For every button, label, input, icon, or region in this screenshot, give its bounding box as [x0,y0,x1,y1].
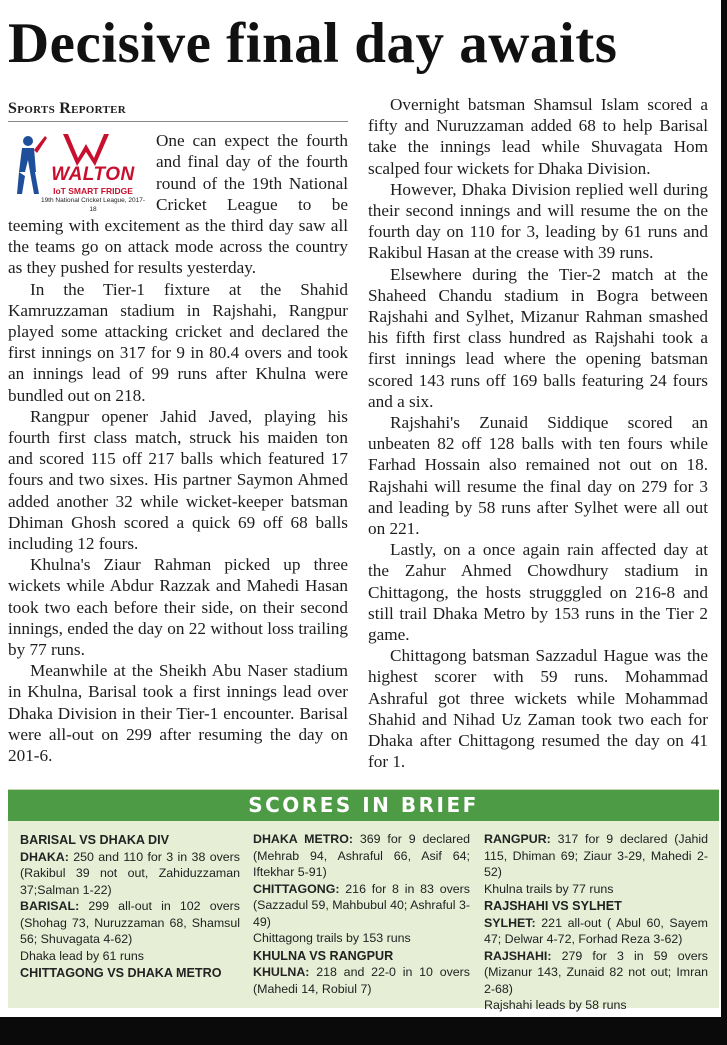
bottom-border [0,1017,727,1045]
team-name: SYLHET: [484,915,536,930]
scores-column-2 [253,831,470,997]
paragraph: However, Dhaka Division replied well during their second innings and will resume the on the fourth day on 110 for 3, leading by 61 runs and Rakibul Hasan at the crease with 39 runs. [368,179,708,263]
paragraph: Lastly, on a once again rain affected day at the Zahur Ahmed Chowdhury stadium in Chittagong, the hosts strugggled on 216-8 and still trail Dhaka Metro by 153 runs in the Tier 2 game. [368,540,708,645]
walton-sponsor-logo [8,130,146,214]
score-detail: 218 and 22-0 in 10 overs (Mahedi 14, Robiul 7) [253,965,470,996]
article-column-left [8,94,348,766]
score-detail: 369 for 9 declared (Mehrab 94, Ashraful 66, Asif 64; Iftekhar 5-91) [253,832,471,879]
logo-league: 19th National Cricket League, 2017-18 [40,197,146,214]
paragraph: Meanwhile at the Sheikh Abu Naser stadium in Khulna, Barisal took a first innings lead over Dhaka Division in their Tier-1 encounter. Barisal were all-out on 299 after resuming the day on 201-6. [8,661,348,766]
logo-brand: WALTON [51,164,135,186]
match-heading: CHITTAGONG VS DHAKA METRO [20,966,222,980]
paragraph: Overnight batsman Shamsul Islam scored a fifty and Nuruzzaman added 68 to help Barisal take the innings lead while Shuvagata Hom scalped four wickets for Dhaka Division. [368,95,708,178]
team-name: RANGPUR: [484,832,551,846]
score-detail: 279 for 3 in 59 overs (Mizanur 143, Zunaid 82 not out; Imran 2-68) [484,948,708,996]
score-entry [484,831,708,881]
byline: Sports Reporter [8,94,348,122]
paragraph: Elsewhere during the Tier-2 match at the Shaheed Chandu stadium in Bogra between Rajshahi and Sylhet, Mizanur Rahman smashed his fifth first class hundred as Rajshahi took a first innings lead where the opening batsman scored 143 runs off 169 balls featuring 24 fours and a six. [368,264,708,411]
scores-in-brief-box [8,789,719,1012]
match-result: Rajshahi leads by 58 runs [484,998,627,1012]
team-name: RAJSHAHI: [484,948,552,963]
right-border [721,0,727,1045]
paragraph: Khulna's Ziaur Rahman picked up three wickets while Abdur Razzak and Mahedi Hasan took two each before their side, on their second innings, ended the day on 22 without loss trailing by 77 runs. [8,555,348,660]
score-detail: 317 for 9 declared (Jahid 115, Dhiman 69; Ziaur 3-29, Mahedi 2-52) [484,832,708,879]
match-result: Chittagong trails by 153 runs [253,931,411,945]
score-entry [253,831,470,881]
score-entry [20,849,240,899]
paragraph: In the Tier-1 fixture at the Shahid Kamruzzaman stadium in Rajshahi, Rangpur played some attacking cricket and declared the first innings on 317 for 9 in 80.4 overs and took an innings lead of 99 runs after Khulna were bundled out on 218. [8,279,348,405]
score-entry [253,964,470,997]
logo-text [40,164,146,214]
paragraph: Rangpur opener Jahid Javed, playing his fourth first class match, struck his maiden ton and scored 115 off 217 balls which featured 17 fours and two sixes. His partner Saymon Ahmed added another 32 while wicket-keeper batsman Dhiman Ghosh scored a quick 69 off 68 balls including 12 fours. [8,406,348,554]
scores-column-1 [20,831,240,982]
score-entry [484,915,708,948]
match-result: Khulna trails by 77 runs [484,881,614,896]
scores-title: SCORES IN BRIEF [8,790,719,821]
score-detail: 221 all-out ( Abul 60, Sayem 47; Delwar 4-72, Forhad Reza 3-62) [484,915,708,946]
paragraph: Chittagong batsman Sazzadul Hague was the highest scorer with 59 runs. Mohammad Ashraful got three wickets while Mohammad Shahid and Nihad Uz Zaman took two each for Dhaka after Chittagong resumed the day on 41 for 1. [368,646,708,772]
match-result: Dhaka lead by 61 runs [20,948,144,963]
logo-tagline: IoT SMART FRIDGE [53,186,133,197]
team-name: KHULNA: [253,965,310,979]
score-detail: 299 all-out in 102 overs (Shohag 73, Nuruzzaman 68, Shamsul 56; Shuvagata 4-62) [20,899,240,946]
match-heading: KHULNA VS RANGPUR [253,948,394,963]
team-name: DHAKA: [20,849,69,864]
paragraph: Rajshahi's Zunaid Siddique scored an unbeaten 82 off 128 balls with ten fours while Farhad Hossain also remained not out on 18. Rajshahi will resume the final day on 279 for 3 and leading by 58 runs after Sylhet were all out on 221. [368,413,708,539]
team-name: DHAKA METRO: [253,832,354,846]
paragraph: One can expect the fourth and final day of the fourth round of the 19th National Cricket League to be teeming with excitement as the third day saw all the teams go on attack mode across the country as they pushed for results yesterday. [8,131,348,278]
match-heading: RAJSHAHI VS SYLHET [484,899,622,913]
score-detail: 216 for 8 in 83 overs (Sazzadul 59, Mahbubul 40; Ashraful 3-49) [253,881,470,929]
match-heading: BARISAL VS DHAKA DIV [20,833,170,847]
scores-column-3 [484,831,708,1014]
score-entry [484,948,708,998]
article-column-right [368,94,708,773]
score-entry [253,881,470,931]
headline: Decisive final day awaits [8,12,618,75]
team-name: CHITTAGONG: [253,881,340,896]
score-entry [20,898,240,948]
team-name: BARISAL: [20,899,80,913]
score-detail: 250 and 110 for 3 in 38 overs (Rakibul 39 not out, Zahiduzzaman 37;Salman 1-22) [20,849,240,897]
